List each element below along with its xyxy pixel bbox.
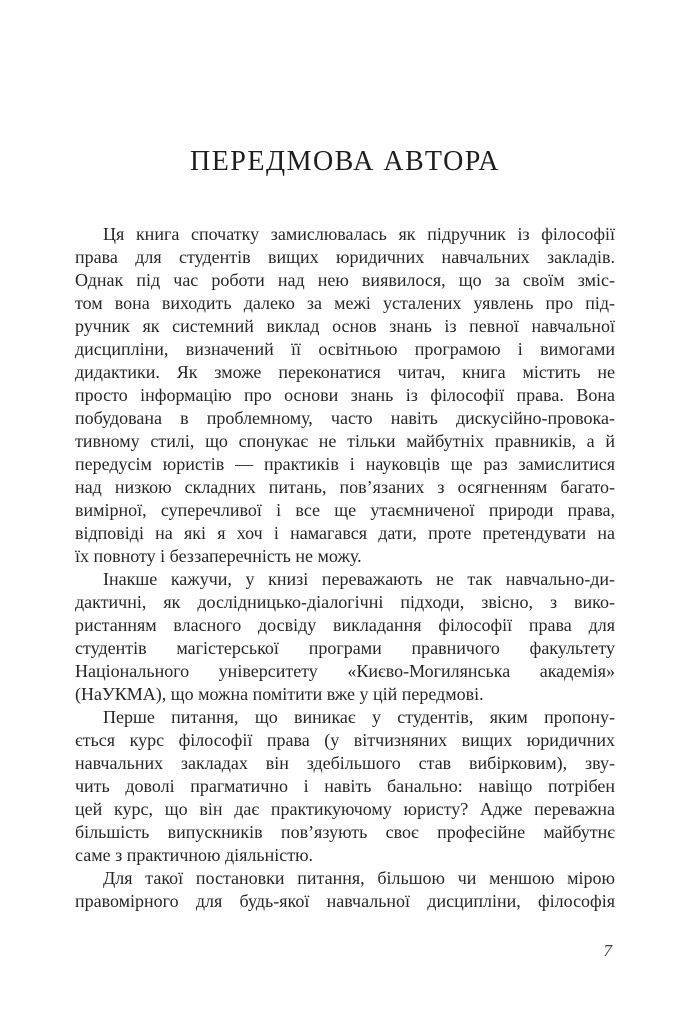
text-line: ристанням власного досвіду викладання філософії права для (75, 615, 615, 635)
text-line: відповіді на які я хоч і намагався дати, проте претендувати на (75, 523, 615, 543)
text-line: побудована в проблемному, часто навіть дискусійно-провока- (75, 408, 615, 428)
text-line: (НаУКМА), що можна помітити вже у цій передмові. (75, 684, 484, 704)
text-line: Ця книга спочатку замислювалась як підручник із філософії (103, 224, 615, 244)
text-line: ручник як системний виклад основ знань із певної навчальної (75, 316, 615, 336)
text-line: вимірної, суперечливої і все ще утаємниченої природи права, (75, 500, 615, 520)
text-line: Однак під час роботи над нею виявилося, що за своїм зміс- (75, 270, 615, 290)
text-line: дидактики. Як зможе переконатися читач, книга містить не (75, 362, 615, 382)
text-line: їх повноту і беззаперечність не можу. (75, 546, 362, 566)
text-line: тивному стилі, що спонукає не тільки майбутніх правників, а й (75, 431, 615, 451)
body-text (75, 223, 615, 913)
text-line: дактичні, як дослідницько-діалогічні підходи, звісно, з вико- (75, 592, 615, 612)
text-line: просто інформацію про основи знань із філософії права. Вона (75, 385, 615, 405)
text-line: Для такої постановки питання, більшою чи меншою мірою (103, 868, 615, 888)
text-line: саме з практичною діяльністю. (75, 845, 314, 865)
text-line: передусім юристів — практиків і науковців ще раз замислитися (75, 454, 615, 474)
text-line: Перше питання, що виникає у студентів, яким пропону- (103, 707, 615, 727)
paragraph (75, 223, 615, 568)
text-line: правомірного для будь-якої навчальної дисципліни, філософія (75, 891, 615, 911)
text-line: більшість випускників пов’язують своє професійне майбутнє (75, 822, 615, 842)
paragraph (75, 867, 615, 913)
paragraph (75, 568, 615, 706)
text-line: том вона виходить далеко за межі усталених уявлень про під- (75, 293, 615, 313)
text-line: права для студентів вищих юридичних навчальних закладів. (75, 247, 615, 267)
paragraph (75, 706, 615, 867)
page-number: 7 (603, 941, 612, 960)
text-line: ється курс філософії права (у вітчизняних вищих юридичних (75, 730, 615, 750)
text-line: навчальних закладах він здебільшого став вибірковим), зву- (75, 753, 615, 773)
text-line: цей курс, що він дає практикуючому юристу? Адже переважна (75, 799, 615, 819)
text-line: Національного університету «Києво-Могилянська академія» (75, 661, 615, 681)
text-line: чить доволі прагматично і навіть банально: навіщо потрібен (75, 776, 615, 796)
chapter-title: ПЕРЕДМОВА АВТОРА (189, 146, 501, 177)
text-line: студентів магістерської програми правничого факультету (75, 638, 615, 658)
text-line: Інакше кажучи, у книзі переважають не так навчально-ди- (103, 569, 615, 589)
text-line: над низкою складних питань, пов’язаних з осягненням багато- (75, 477, 615, 497)
text-line: дисципліни, визначений її освітньою програмою і вимогами (75, 339, 615, 359)
